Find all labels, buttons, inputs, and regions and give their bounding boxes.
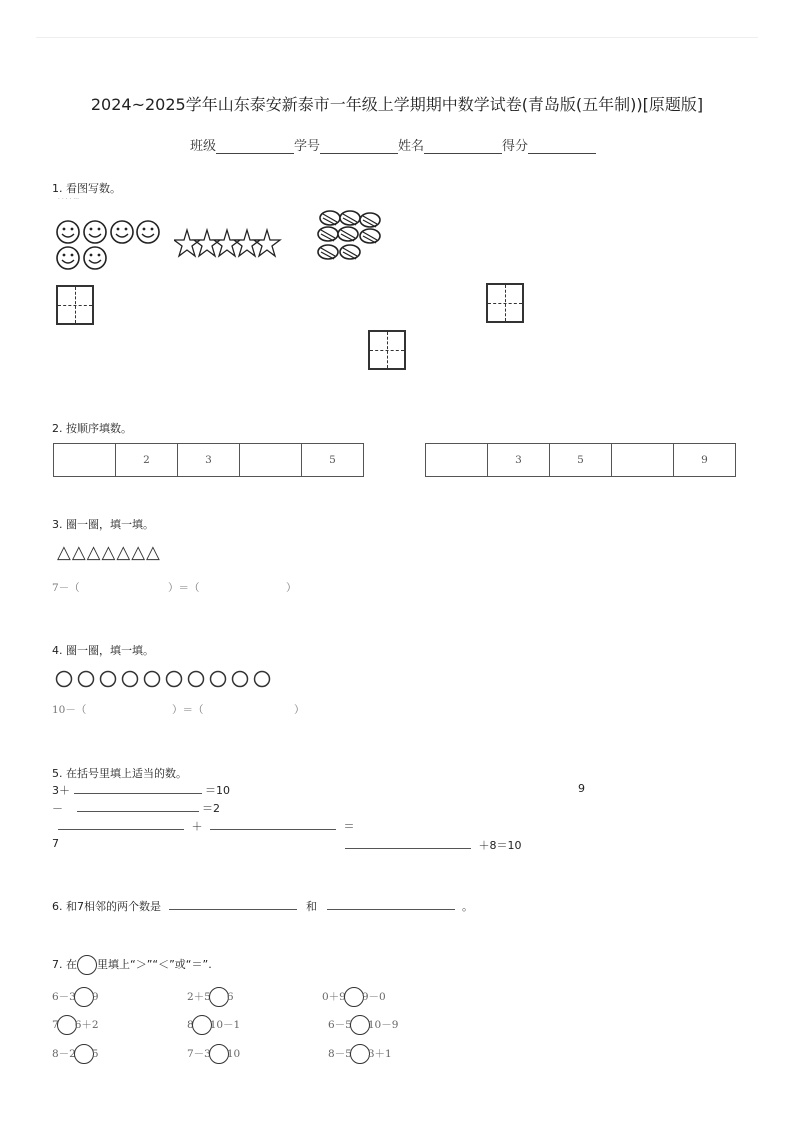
cmp-right: 3＋1 — [367, 1048, 392, 1060]
seq2-cell-3: 5 — [550, 444, 612, 477]
q5-blank-4[interactable] — [210, 829, 336, 830]
q6-blank-1[interactable] — [169, 909, 297, 910]
q5-l2a: － — [52, 802, 63, 815]
cmp-right: 9 — [91, 991, 99, 1003]
compare-r1-c2 — [187, 987, 234, 1007]
q5-plus: ＋ — [191, 820, 203, 833]
compare-circle[interactable] — [74, 987, 94, 1007]
q7-pre: 7. 在 — [52, 958, 77, 971]
smiley-faces-image — [54, 218, 166, 272]
compare-circle[interactable] — [350, 1044, 370, 1064]
cmp-right: 6＋2 — [74, 1019, 99, 1031]
q5-eq: ＝ — [343, 820, 355, 833]
stars-image — [174, 226, 282, 260]
question-6 — [52, 898, 473, 914]
cmp-right: 10 — [226, 1048, 241, 1060]
q4-expr-a: 10－（ — [52, 704, 87, 716]
circles-row — [54, 668, 276, 690]
score-blank[interactable] — [528, 139, 596, 154]
q5-line-1 — [52, 782, 230, 798]
class-blank[interactable] — [216, 139, 294, 154]
table-row — [54, 444, 364, 477]
cmp-right: 10－9 — [367, 1019, 399, 1031]
cmp-left: 6－3 — [52, 991, 76, 1003]
compare-r2-c1 — [52, 1015, 99, 1035]
top-divider — [36, 37, 758, 38]
triangles-row: △△△△△△△ — [57, 542, 161, 563]
question-4: 4. 圈一圈，填一填。 — [52, 644, 154, 657]
q3-expr-c: ） — [286, 582, 297, 594]
table-row — [426, 444, 736, 477]
seq2-cell-5: 9 — [674, 444, 736, 477]
compare-r3-c3 — [328, 1044, 392, 1064]
number-blank[interactable] — [320, 139, 398, 154]
q3-expr-a: 7－（ — [52, 582, 80, 594]
compare-r2-c2 — [187, 1015, 240, 1035]
q5-line-3 — [58, 818, 355, 834]
cmp-right: 6 — [226, 991, 234, 1003]
answer-box-2[interactable] — [486, 283, 524, 323]
q7-example-circle — [77, 955, 97, 975]
compare-r2-c3 — [328, 1015, 398, 1035]
q5-blank-2[interactable] — [77, 811, 199, 812]
q5-seven: 7 — [52, 837, 59, 850]
q3-expr-b: ）＝（ — [168, 582, 200, 594]
seq2-cell-1[interactable] — [426, 444, 488, 477]
compare-circle[interactable] — [209, 987, 229, 1007]
answer-box-3[interactable] — [368, 330, 406, 370]
compare-circle[interactable] — [57, 1015, 77, 1035]
seq1-cell-4[interactable] — [240, 444, 302, 477]
q5-l2b: ＝2 — [202, 802, 220, 815]
q6-blank-2[interactable] — [327, 909, 455, 910]
sequence-table-1 — [53, 443, 364, 477]
cmp-right: 10－1 — [209, 1019, 241, 1031]
cmp-left: 0＋9 — [322, 991, 346, 1003]
q6-text: 6. 和7相邻的两个数是 — [52, 900, 161, 913]
q7-post: 里填上“＞”“＜”或“＝”. — [97, 958, 212, 971]
q5-l4b: ＋8＝10 — [478, 839, 522, 852]
question-1: 1. 看图写数。 — [52, 182, 121, 195]
cmp-left: 7 — [52, 1019, 59, 1031]
cmp-left: 8 — [187, 1019, 194, 1031]
compare-circle[interactable] — [74, 1044, 94, 1064]
q5-l1b: ＝10 — [205, 784, 230, 797]
seq1-cell-3: 3 — [178, 444, 240, 477]
student-info — [190, 135, 596, 154]
compare-circle[interactable] — [344, 987, 364, 1007]
score-label: 得分 — [502, 139, 529, 154]
q4-expr-c: ） — [294, 704, 305, 716]
question-7 — [52, 955, 212, 975]
q6-and: 和 — [306, 900, 317, 913]
q5-blank-3[interactable] — [58, 829, 184, 830]
q4-expr-b: ）＝（ — [172, 704, 204, 716]
compare-circle[interactable] — [192, 1015, 212, 1035]
name-label: 姓名 — [398, 139, 425, 154]
q5-line-2 — [52, 800, 220, 816]
seq1-cell-2: 2 — [116, 444, 178, 477]
q1-faint-marks: · · · · ··· — [58, 196, 79, 203]
class-label: 班级 — [190, 139, 217, 154]
cmp-right: 5 — [91, 1048, 99, 1060]
cmp-left: 6－5 — [328, 1019, 352, 1031]
q5-l1a: 3＋ — [52, 784, 70, 797]
q5-blank-1[interactable] — [74, 793, 202, 794]
q6-end: 。 — [462, 900, 473, 913]
cmp-right: 9－0 — [361, 991, 386, 1003]
compare-r1-c1 — [52, 987, 99, 1007]
q5-nine: 9 — [578, 782, 585, 795]
cmp-left: 8－2 — [52, 1048, 76, 1060]
q5-blank-5[interactable] — [345, 848, 471, 849]
q5-line-4 — [345, 837, 522, 853]
compare-circle[interactable] — [350, 1015, 370, 1035]
question-5: 5. 在括号里填上适当的数。 — [52, 767, 187, 780]
seq1-cell-5: 5 — [302, 444, 364, 477]
question-3: 3. 圈一圈，填一填。 — [52, 518, 154, 531]
cmp-left: 7－3 — [187, 1048, 211, 1060]
compare-r3-c2 — [187, 1044, 240, 1064]
compare-r1-c3 — [322, 987, 386, 1007]
seq2-cell-2: 3 — [488, 444, 550, 477]
cmp-left: 2＋5 — [187, 991, 211, 1003]
compare-circle[interactable] — [209, 1044, 229, 1064]
number-label: 学号 — [294, 139, 321, 154]
seq2-cell-4[interactable] — [612, 444, 674, 477]
name-blank[interactable] — [424, 139, 502, 154]
question-2: 2. 按顺序填数。 — [52, 422, 132, 435]
beans-image — [314, 206, 386, 268]
answer-box-1[interactable] — [56, 285, 94, 325]
seq1-cell-1[interactable] — [54, 444, 116, 477]
cmp-left: 8－5 — [328, 1048, 352, 1060]
page-title: 2024~2025学年山东泰安新泰市一年级上学期期中数学试卷(青岛版(五年制))[原题版] — [90, 95, 704, 114]
compare-r3-c1 — [52, 1044, 99, 1064]
sequence-table-2 — [425, 443, 736, 477]
